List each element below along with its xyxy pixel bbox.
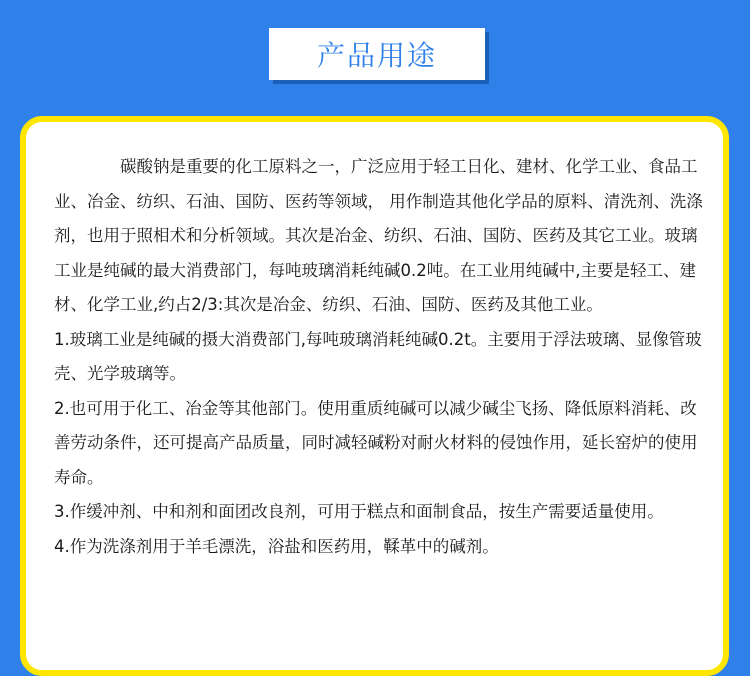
- content-body: [54, 150, 706, 564]
- usage-item-1: 1.玻璃工业是纯碱的摄大消费部门,每吨玻璃消耗纯碱0.2t。主要用于浮法玻璃、显像管玻壳、光学玻璃等。: [54, 329, 702, 383]
- usage-item-4: 4.作为洗涤剂用于羊毛漂洗，浴盐和医药用，鞣革中的碱剂。: [54, 536, 499, 556]
- content-card: [20, 116, 729, 676]
- usage-item-2: 2.也可用于化工、冶金等其他部门。使用重质纯碱可以减少碱尘飞扬、降低原料消耗、改善劳动条件，还可提高产品质量，同时减轻碱粉对耐火材料的侵蚀作用，延长窑炉的使用寿命。: [54, 398, 698, 487]
- title-banner: [269, 28, 485, 80]
- intro-paragraph: 碳酸钠是重要的化工原料之一，广泛应用于轻工日化、建材、化学工业、食品工业、冶金、纺织、石油、国防、医药等领域， 用作制造其他化学品的原料、清洗剂、洗涤剂，也用于照相术和分析领域。其次是冶金、纺织、石油、国防、医药及其它工业。玻璃工业是纯碱的最大消费部门，每吨玻璃消耗纯碱0.2吨。在工业用纯碱中,主要是轻工、建材、化学工业,约占2/3:其次是冶金、纺织、石油、国防、医药及其他工业。: [54, 157, 703, 314]
- page-title: 产品用途: [316, 39, 437, 72]
- usage-item-3: 3.作缓冲剂、中和剂和面团改良剂，可用于糕点和面制食品，按生产需要适量使用。: [54, 502, 664, 521]
